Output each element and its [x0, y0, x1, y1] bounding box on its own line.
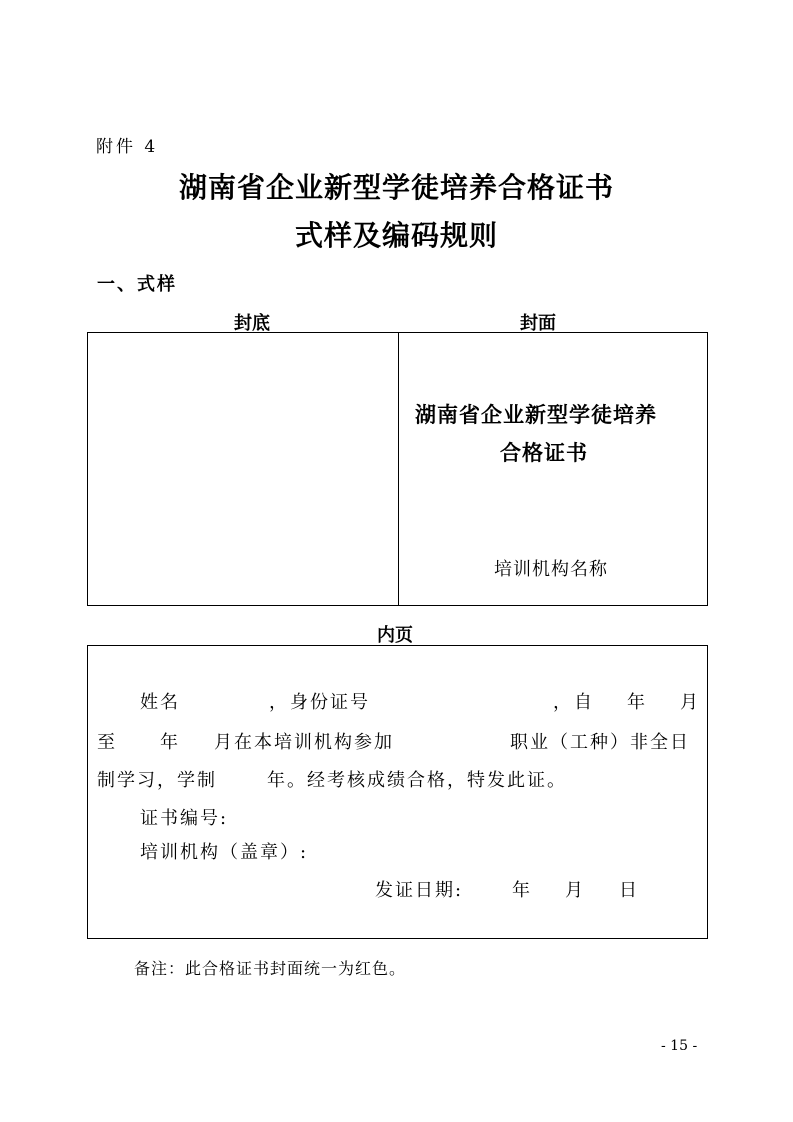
cover-sample-box: [87, 332, 708, 606]
front-cover-label: 封面: [520, 313, 556, 334]
issue-day-label: 日: [619, 880, 639, 901]
issue-date-label: 发证日期:: [375, 880, 464, 901]
institution-name: 培训机构名称: [494, 559, 608, 580]
back-cover-label: 封底: [234, 313, 270, 334]
inner-page-label: 内页: [377, 625, 413, 646]
to-year-label: 年: [160, 732, 180, 753]
result-text: 年。经考核成绩合格，特发此证。: [267, 770, 567, 791]
from-month-label: 月: [680, 692, 700, 713]
page-number: - 15 -: [661, 1038, 698, 1054]
comma-2: ，: [553, 692, 573, 713]
occupation-text: 职业（工种）非全日: [510, 732, 690, 753]
id-number-label: 身份证号: [290, 692, 370, 713]
cert-number-label: 证书编号:: [140, 808, 229, 829]
from-year-label: 年: [627, 692, 647, 713]
attend-text: 月在本培训机构参加: [214, 732, 394, 753]
cert-title-line1: 湖南省企业新型学徒培养: [415, 403, 657, 427]
cover-divider: [398, 333, 399, 605]
name-label: 姓名: [140, 692, 180, 713]
issue-month-label: 月: [565, 880, 585, 901]
note-text: 备注：此合格证书封面统一为红色。: [134, 959, 407, 978]
to-label: 至: [97, 732, 117, 753]
issue-year-label: 年: [512, 880, 532, 901]
document-title-line2: 式样及编码规则: [294, 219, 498, 252]
section-heading: 一、式样: [97, 274, 177, 295]
study-text: 制学习，学制: [97, 770, 217, 791]
cert-title-line2: 合格证书: [500, 441, 588, 465]
from-label: 自: [574, 692, 594, 713]
comma-1: ，: [269, 692, 289, 713]
attachment-label: 附件 4: [96, 137, 159, 157]
inner-page-box: [87, 645, 708, 939]
document-title-line1: 湖南省企业新型学徒培养合格证书: [178, 171, 614, 204]
institution-seal-label: 培训机构（盖章）:: [140, 842, 309, 863]
